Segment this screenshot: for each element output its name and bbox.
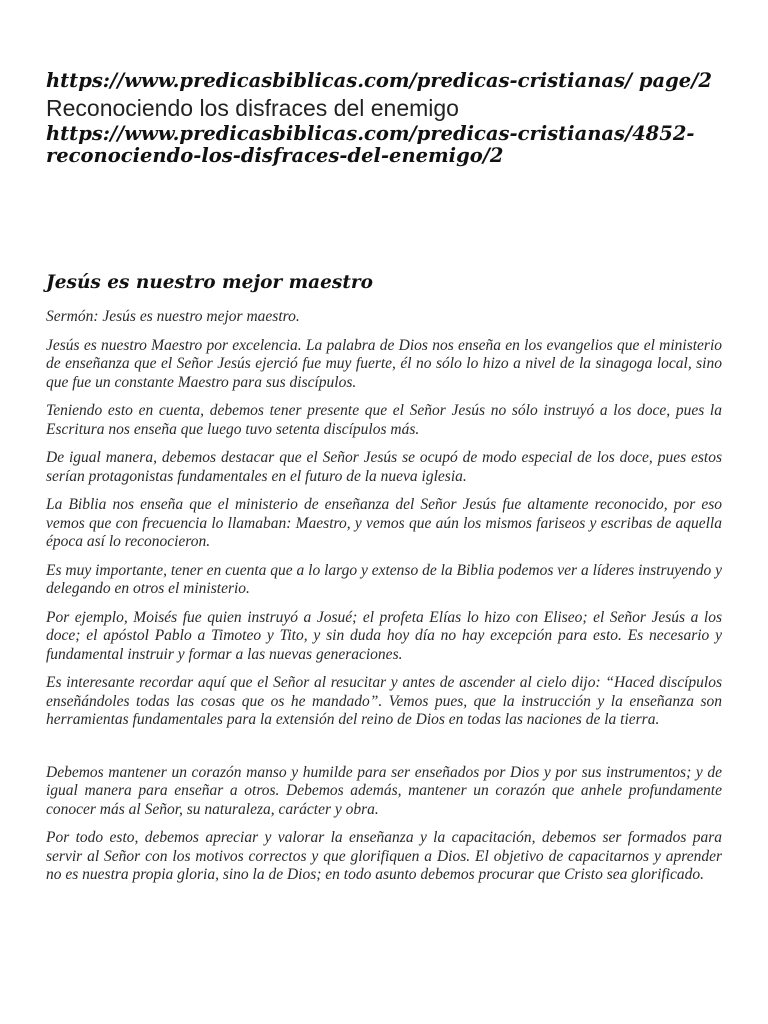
paragraph: Debemos mantener un corazón manso y humilde para ser enseñados por Dios y por sus instrumentos; y de igual manera para enseñar a otros. Debemos además, mantener un corazón que anhele profundamente conocer más al Señor, su naturaleza, carácter y obra. bbox=[46, 763, 722, 818]
paragraph: Por todo esto, debemos apreciar y valorar la enseñanza y la capacitación, debemos ser formados para servir al Señor con los motivos correctos y que glorifiquen a Dios. El objetivo de capacitarnos y aprender no es nuestra propia gloria, sino la de Dios; en todo asunto debemos procurar que Cristo sea glorificado. bbox=[46, 829, 722, 883]
paragraph: Jesús es nuestro Maestro por excelencia. La palabra de Dios nos enseña en los evangelios que el ministerio de enseñanza que el Señor Jesús ejerció fue muy fuerte, él no sólo lo hizo a nivel de la sinagoga local, sino que fue un constante Maestro para sus discípulos. bbox=[46, 336, 722, 391]
section-heading: Jesús es nuestro mejor maestro bbox=[46, 272, 373, 293]
paragraph: Teniendo esto en cuenta, debemos tener presente que el Señor Jesús no sólo instruyó a los doce, pues la Escritura nos enseña que luego tuvo setenta discípulos más. bbox=[46, 402, 722, 438]
document-title: Reconociendo los disfraces del enemigo bbox=[46, 95, 459, 121]
paragraph: Es interesante recordar aquí que el Señor al resucitar y antes de ascender al cielo dijo: “Haced discípulos enseñándoles todas las cosas que os he mandado”. Vemos pues, que la instrucción y la enseñanza son herramientas fundamentales para la extensión del reino de Dios en todas las naciones de la tierra. bbox=[46, 674, 722, 728]
paragraph: La Biblia nos enseña que el ministerio de enseñanza del Señor Jesús fue altamente reconocido, por eso vemos que con frecuencia lo llamaban: Maestro, y vemos que aún los mismos fariseos y escribas de aquella época así lo reconocieron. bbox=[46, 496, 722, 550]
paragraph: Es muy importante, tener en cuenta que a lo largo y extenso de la Biblia podemos ver a líderes instruyendo y delegando en otros el ministerio. bbox=[46, 561, 722, 597]
paragraph-intro: Sermón: Jesús es nuestro mejor maestro. bbox=[46, 308, 300, 325]
page-url-link[interactable]: https://www.predicasbiblicas.com/predicas-cristianas/ page/2 bbox=[46, 69, 712, 92]
paragraph: Por ejemplo, Moisés fue quien instruyó a Josué; el profeta Elías lo hizo con Eliseo; el Señor Jesús a los doce; el apóstol Pablo a Timoteo y Tito, y sin duda hoy día no hay excepción para esto. Es necesario y fundamental instruir y formar a las nuevas generaciones. bbox=[46, 608, 722, 663]
paragraph: De igual manera, debemos destacar que el Señor Jesús se ocupó de modo especial de los doce, pues estos serían protagonistas fundamentales en el futuro de la nueva iglesia. bbox=[46, 449, 722, 485]
article-url-link[interactable]: https://www.predicasbiblicas.com/predicas-cristianas/4852-reconociendo-los-disfraces-del-enemigo/2 bbox=[46, 122, 695, 167]
